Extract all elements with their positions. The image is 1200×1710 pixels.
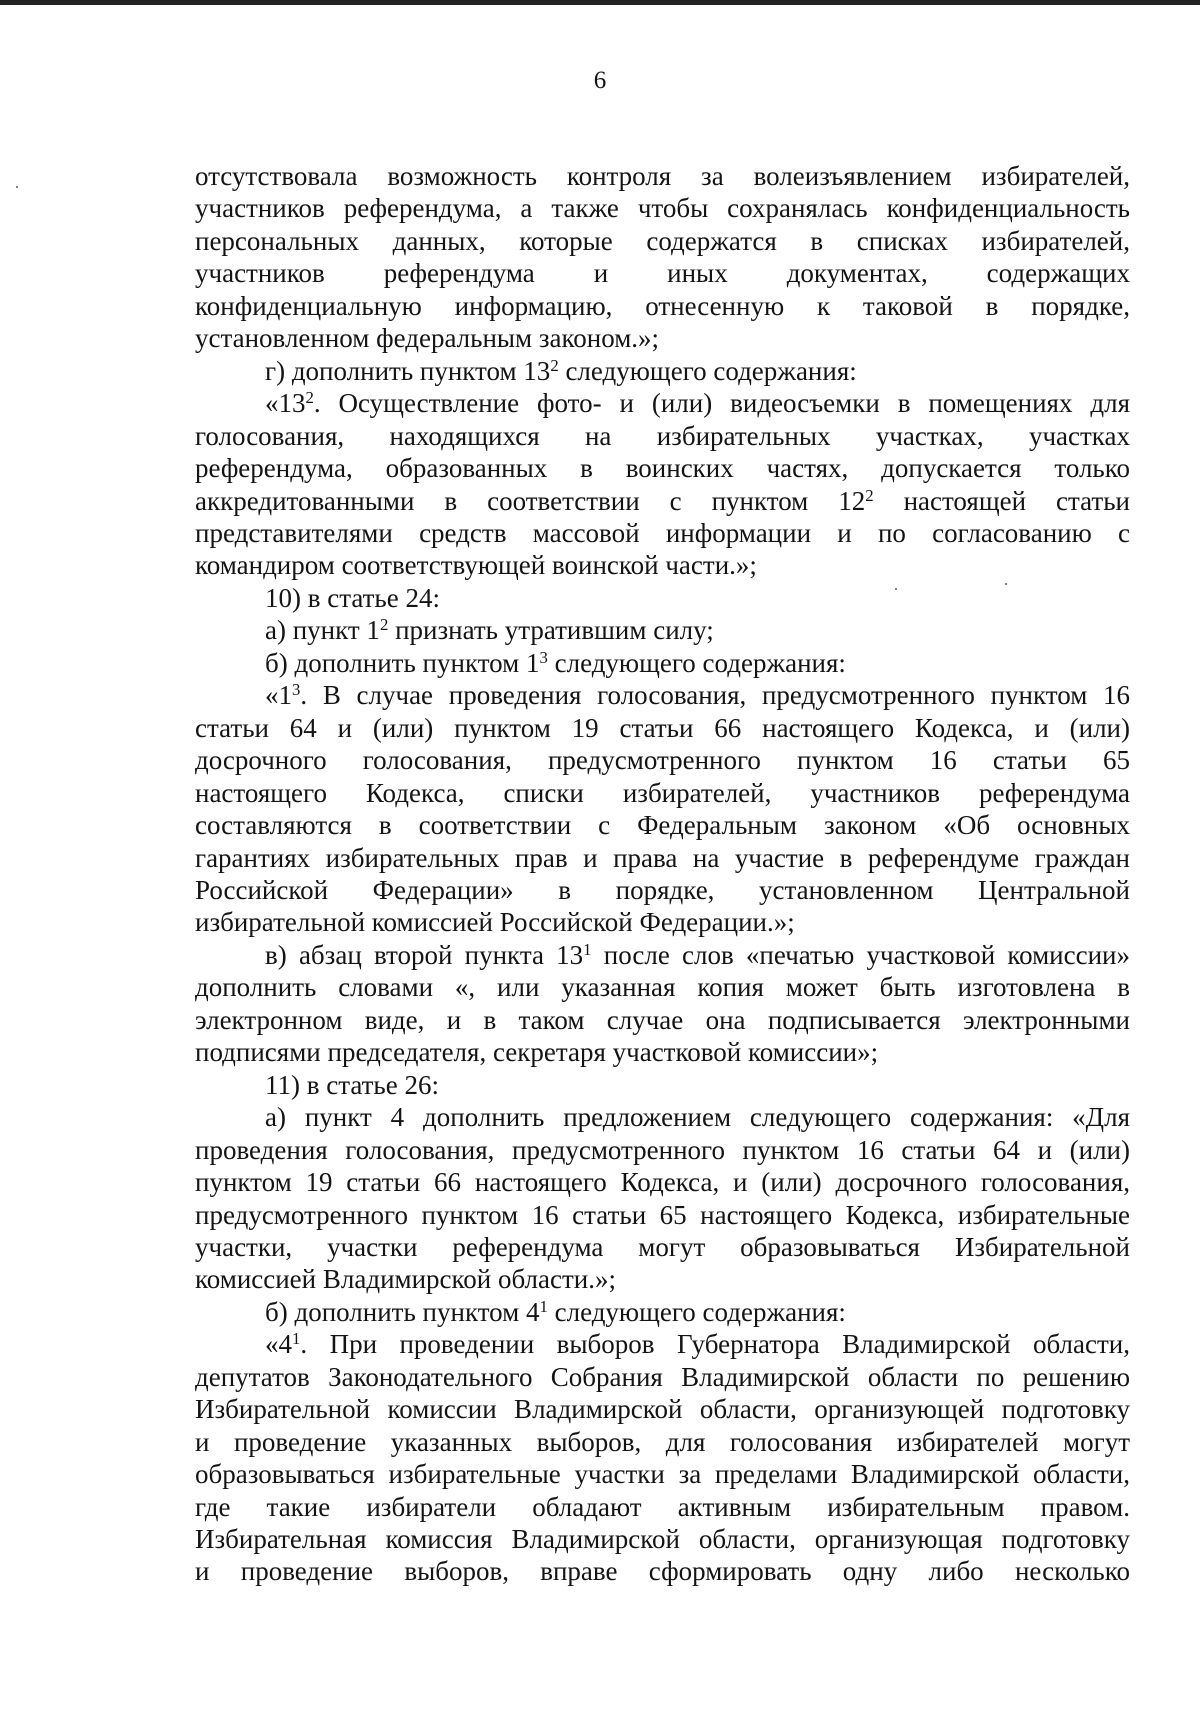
text-line [195,1134,1130,1166]
text-segment: и проведение указанных выборов, для голосования избирателей могут [195,1426,1130,1457]
text-segment: а) пункт 1 [265,615,380,646]
superscript-index: 1 [292,1329,301,1349]
superscript-index: 3 [539,647,548,667]
text-line [195,1361,1130,1393]
text-line [195,939,1130,971]
text-line [195,1101,1130,1133]
text-segment: признать утратившим силу; [388,615,714,646]
text-segment: Избирательной комиссии Владимирской области, организующей подготовку [195,1394,1130,1425]
text-segment: после слов «печатью участковой комиссии» [591,939,1130,970]
scan-speck [16,186,18,188]
text-segment: следующего содержания: [558,355,857,386]
text-segment: б) дополнить пунктом 4 [265,1296,540,1327]
text-line [195,809,1130,841]
text-segment: персональных данных, которые содержатся в списках избирателей, [195,225,1130,256]
text-line [195,1004,1130,1036]
text-segment: участников референдума и иных документах, содержащих [195,258,1130,289]
text-segment: «1 [265,680,292,711]
text-segment: составляются в соответствии с Федеральным законом «Об основных [195,810,1130,841]
text-line [195,322,1130,354]
superscript-index: 2 [379,615,389,635]
text-segment: где такие избиратели обладают активным избирательным правом. [195,1491,1130,1522]
text-segment: . Осуществление фото- и (или) видеосъемки в помещениях для [313,388,1130,419]
superscript-index: 2 [865,485,874,505]
text-line [195,647,1130,679]
text-line [195,290,1130,322]
text-line [195,777,1130,809]
text-segment: референдума, образованных в воинских частях, допускается только [195,453,1130,484]
text-line [195,517,1130,549]
superscript-index: 3 [292,680,301,700]
text-segment: досрочного голосования, предусмотренного пунктом 16 статьи 65 [195,745,1130,776]
text-line [195,582,1130,614]
text-line [195,679,1130,711]
text-segment: 11) в статье 26: [265,1069,439,1100]
text-line [195,1263,1130,1295]
text-segment: установленном федеральным законом.»; [195,323,660,354]
text-segment: «13 [265,388,306,419]
text-line [195,160,1130,192]
superscript-index: 2 [550,355,559,375]
text-line [195,1458,1130,1490]
text-segment: в) абзац второй пункта 13 [265,939,584,970]
text-segment: и проведение выборов, вправе сформировать одну либо несколько [195,1556,1130,1587]
text-line [195,1069,1130,1101]
text-line [195,485,1130,517]
text-line [195,355,1130,387]
text-line [195,744,1130,776]
text-line [195,1036,1130,1068]
text-segment: статьи 64 и (или) пунктом 19 статьи 66 настоящего Кодекса, и (или) [195,712,1130,743]
text-line [195,1328,1130,1360]
text-segment: образовываться избирательные участки за пределами Владимирской области, [195,1459,1130,1490]
text-segment: электронном виде, и в таком случае она подписывается электронными [195,1004,1130,1035]
text-segment: отсутствовала возможность контроля за волеизъявлением избирателей, [195,161,1130,191]
text-line [195,906,1130,938]
text-segment: участки, участки референдума могут образовываться Избирательной [195,1231,1130,1262]
superscript-index: 2 [305,387,314,407]
text-segment: гарантиях избирательных прав и права на участие в референдуме граждан [195,842,1130,873]
text-segment: б) дополнить пунктом 1 [265,647,540,678]
text-segment: представителями средств массовой информации и по согласованию с [195,517,1130,548]
text-segment: . В случае проведения голосования, предусмотренного пунктом 16 [300,680,1130,711]
text-segment: следующего содержания: [547,647,846,678]
text-line [195,452,1130,484]
text-line [195,712,1130,744]
text-segment: . При проведении выборов Губернатора Владимирской области, [300,1329,1130,1360]
text-line [195,1523,1130,1555]
page-number: 6 [593,67,607,94]
text-line [195,225,1130,257]
text-segment: проведения голосования, предусмотренного пунктом 16 статьи 64 и (или) [195,1134,1130,1165]
text-segment: предусмотренного пунктом 16 статьи 65 настоящего Кодекса, избирательные [195,1199,1130,1230]
text-segment: настоящего Кодекса, списки избирателей, участников референдума [195,777,1130,808]
text-segment: подписями председателя, секретаря участковой комиссии»; [195,1037,879,1068]
document-body [195,160,1130,1588]
text-line [195,614,1130,646]
superscript-index: 1 [539,1296,548,1316]
text-segment: настоящей статьи [873,485,1130,516]
text-segment: «4 [265,1329,292,1360]
text-segment: следующего содержания: [547,1296,846,1327]
text-segment: дополнить словами «, или указанная копия может быть изготовлена в [195,972,1130,1003]
text-line [195,1199,1130,1231]
superscript-index: 1 [583,939,592,959]
text-segment: конфиденциальную информацию, отнесенную к таковой в порядке, [195,290,1130,321]
text-line [195,1491,1130,1523]
page-top-edge [0,0,1200,5]
text-line [195,1296,1130,1328]
text-segment: г) дополнить пунктом 13 [265,355,551,386]
text-segment: командиром соответствующей воинской части.»; [195,550,757,581]
text-line [195,192,1130,224]
text-line [195,1426,1130,1458]
text-line [195,387,1130,419]
text-segment: депутатов Законодательного Собрания Владимирской области по решению [195,1361,1130,1392]
text-line [195,549,1130,581]
text-segment: участников референдума, а также чтобы сохранялась конфиденциальность [195,193,1130,224]
text-line [195,257,1130,289]
text-segment: избирательной комиссией Российской Федерации.»; [195,907,795,938]
text-line [195,842,1130,874]
text-segment: пунктом 19 статьи 66 настоящего Кодекса, и (или) досрочного голосования, [195,1167,1130,1198]
text-line [195,420,1130,452]
text-segment: а) пункт 4 дополнить предложением следующего содержания: «Для [265,1102,1130,1133]
text-line [195,1393,1130,1425]
text-line [195,874,1130,906]
text-segment: 10) в статье 24: [265,582,440,613]
text-segment: аккредитованными в соответствии с пунктом 12 [195,485,866,516]
text-line [195,971,1130,1003]
text-line [195,1231,1130,1263]
text-segment: голосования, находящихся на избирательных участках, участках [195,420,1130,451]
text-line [195,1166,1130,1198]
text-segment: Российской Федерации» в порядке, установленном Центральной [195,874,1130,905]
text-segment: Избирательная комиссия Владимирской области, организующая подготовку [195,1524,1130,1555]
text-line [195,1555,1130,1587]
text-segment: комиссией Владимирской области.»; [195,1264,616,1295]
